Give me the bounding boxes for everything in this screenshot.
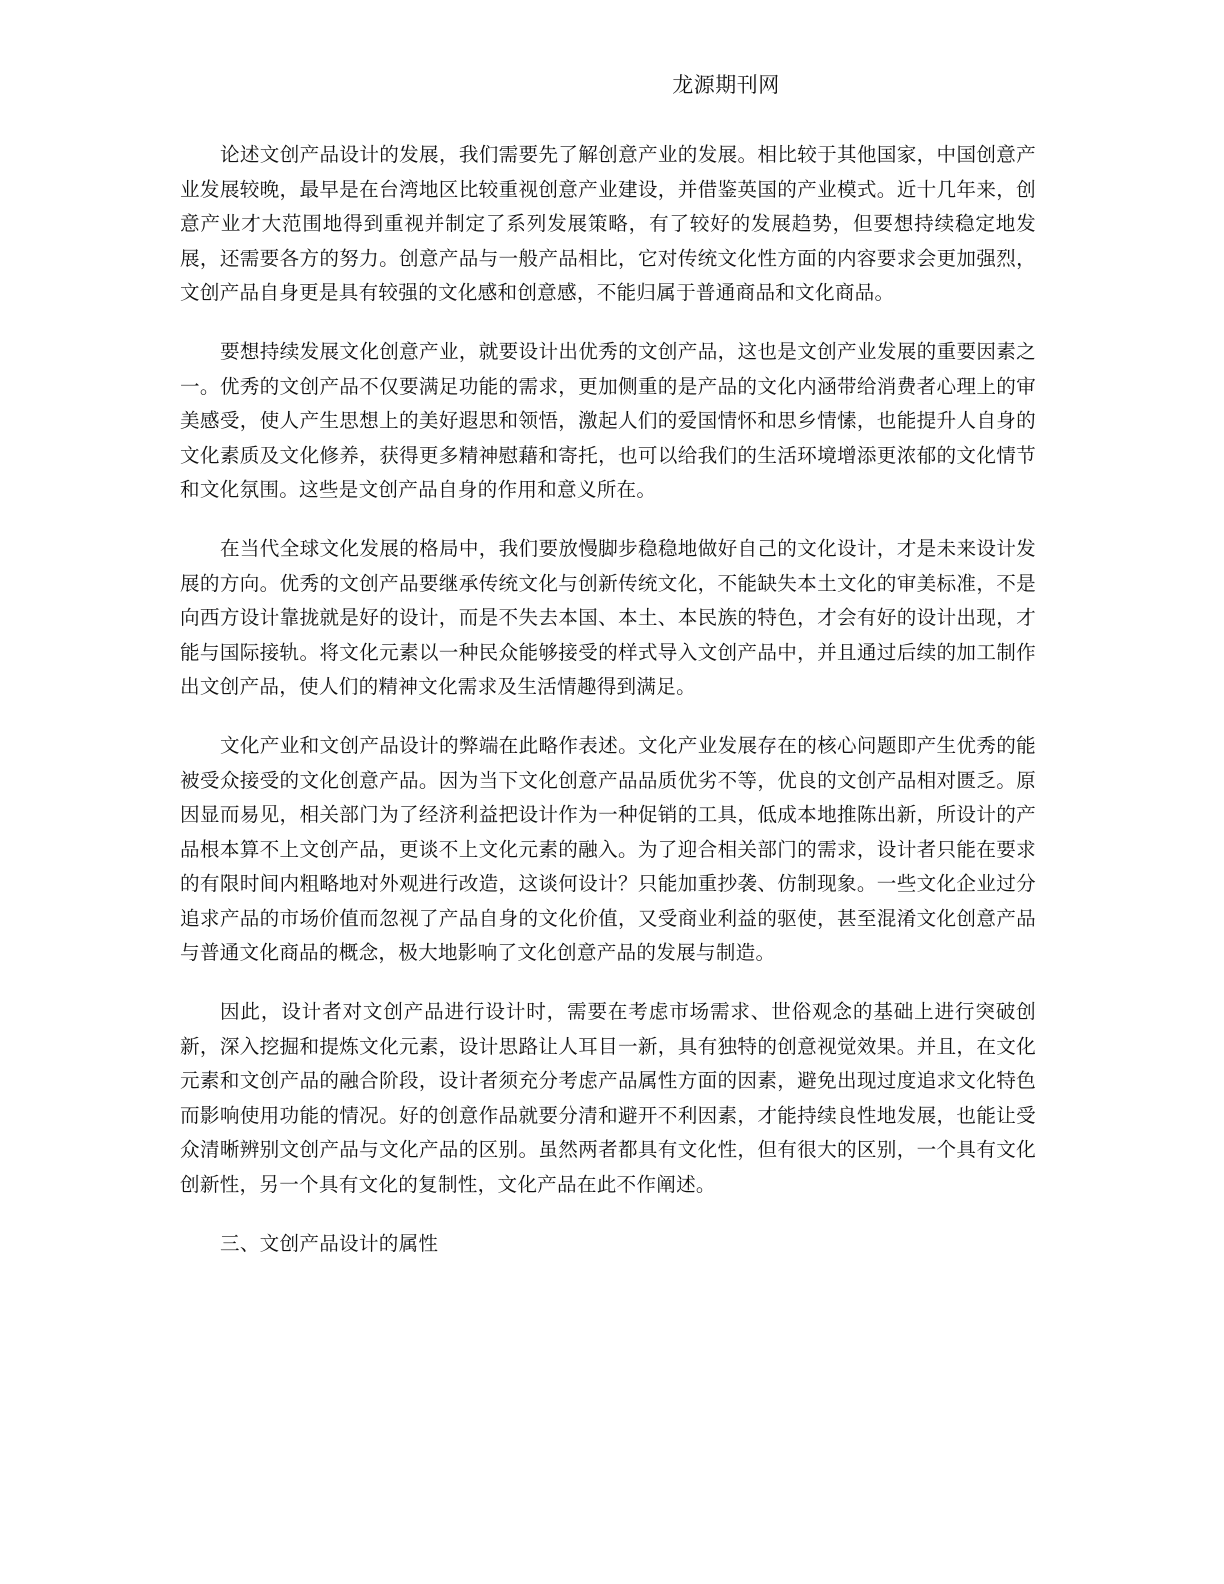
body-paragraph-5: 因此，设计者对文创产品进行设计时，需要在考虑市场需求、世俗观念的基础上进行突破创新，深入挖掘和提炼文化元素，设计思路让人耳目一新，具有独特的创意视觉效果。并且，在文化元素和文创产品的融合阶段，设计者须充分考虑产品属性方面的因素，避免出现过度追求文化特色而影响使用功能的情况。好的创意作品就要分清和避开不利因素，才能持续良性地发展，也能让受众清晰辨别文创产品与文化产品的区别。虽然两者都具有文化性，但有很大的区别，一个具有文化创新性，另一个具有文化的复制性，文化产品在此不作阐述。 [180,1000,1036,1197]
body-paragraph-2: 要想持续发展文化创意产业，就要设计出优秀的文创产品，这也是文创产业发展的重要因素之一。优秀的文创产品不仅要满足功能的需求，更加侧重的是产品的文化内涵带给消费者心理上的审美感受，使人产生思想上的美好遐思和领悟，激起人们的爱国情怀和思乡情愫，也能提升人自身的文化素质及文化修养，获得更多精神慰藉和寄托，也可以给我们的生活环境增添更浓郁的文化情节和文化氛围。这些是文创产品自身的作用和意义所在。 [180,339,1036,502]
article-body [180,138,1036,1261]
section-heading: 三、文创产品设计的属性 [220,1231,439,1255]
page-header-site-name: 龙源期刊网 [672,73,780,97]
body-paragraph-3: 在当代全球文化发展的格局中，我们要放慢脚步稳稳地做好自己的文化设计，才是未来设计发展的方向。优秀的文创产品要继承传统文化与创新传统文化，不能缺失本土文化的审美标准，不是向西方设计靠拢就是好的设计，而是不失去本国、本土、本民族的特色，才会有好的设计出现，才能与国际接轨。将文化元素以一种民众能够接受的样式导入文创产品中，并且通过后续的加工制作出文创产品，使人们的精神文化需求及生活情趣得到满足。 [180,536,1036,699]
body-paragraph-4: 文化产业和文创产品设计的弊端在此略作表述。文化产业发展存在的核心问题即产生优秀的能被受众接受的文化创意产品。因为当下文化创意产品品质优劣不等，优良的文创产品相对匮乏。原因显而易见，相关部门为了经济利益把设计作为一种促销的工具，低成本地推陈出新，所设计的产品根本算不上文创产品，更谈不上文化元素的融入。为了迎合相关部门的需求，设计者只能在要求的有限时间内粗略地对外观进行改造，这谈何设计？只能加重抄袭、仿制现象。一些文化企业过分追求产品的市场价值而忽视了产品自身的文化价值，又受商业利益的驱使，甚至混淆文化创意产品与普通文化商品的概念，极大地影响了文化创意产品的发展与制造。 [180,733,1036,965]
body-paragraph-1: 论述文创产品设计的发展，我们需要先了解创意产业的发展。相比较于其他国家，中国创意产业发展较晚，最早是在台湾地区比较重视创意产业建设，并借鉴英国的产业模式。近十几年来，创意产业才大范围地得到重视并制定了系列发展策略，有了较好的发展趋势，但要想持续稳定地发展，还需要各方的努力。创意产品与一般产品相比，它对传统文化性方面的内容要求会更加强烈，文创产品自身更是具有较强的文化感和创意感，不能归属于普通商品和文化商品。 [180,143,1036,305]
